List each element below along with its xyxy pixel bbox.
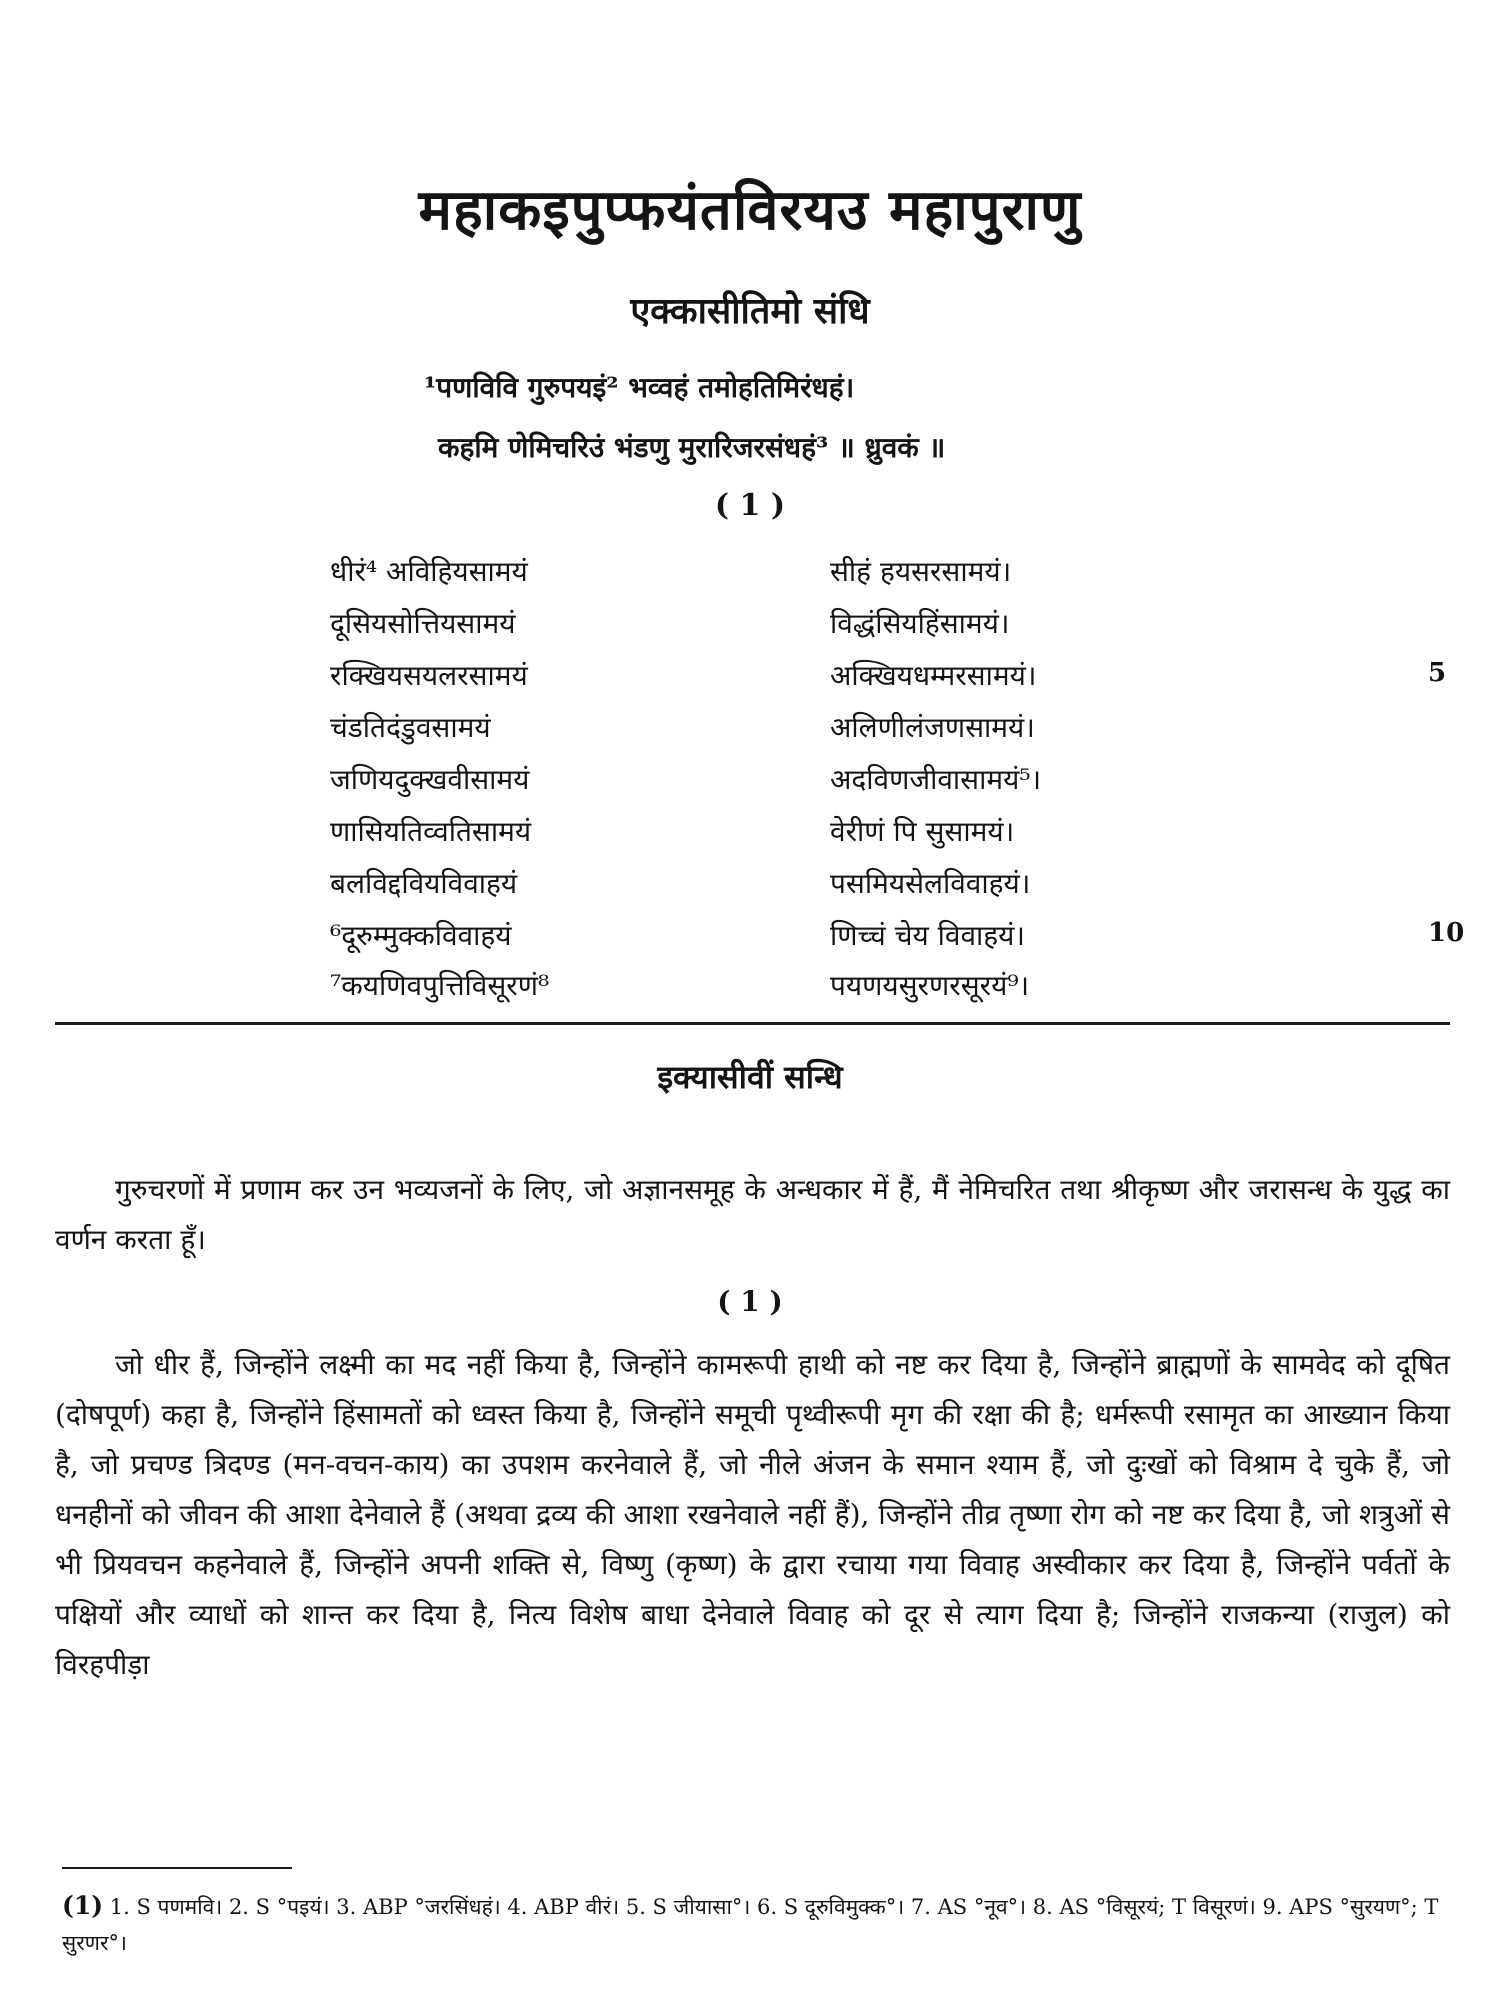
- verse-left: ⁷कयणिवपुत्तिविसूरणं⁸: [330, 969, 550, 1002]
- footnote-text: 1. S पणमवि। 2. S °पइयं। 3. ABP °जरसिंधहं। 4. ABP वीरं। 5. S जीयासा°। 6. S दूरुविमुक्क°। 7. AS °नूव°। 8. AS °विसूरयं; T विसूरणं। 9. APS °सुरयण°; T सुरणर°।: [62, 1895, 1439, 1955]
- verse-left: जणियदुक्खवीसामयं: [330, 763, 530, 796]
- dhruvaka-line-1: ¹पणविवि गुरुपयइं² भव्वहं तमोहतिमिरंधहं।: [424, 371, 855, 404]
- verse-left: बलविद्दवियविवाहयं: [330, 867, 518, 900]
- verse-right: सीहं हयसरसामयं।: [830, 555, 1012, 588]
- verse-right: अक्खियधम्मरसामयं।: [830, 659, 1037, 692]
- line-number: 5: [1428, 658, 1447, 688]
- verse-left: दूसियसोत्तियसामयं: [330, 607, 516, 640]
- verse-left: ⁶दूरुम्मुक्कविवाहयं: [330, 919, 512, 952]
- verse-right: अदविणजीवासामयं⁵।: [830, 763, 1042, 796]
- translation-intro-paragraph: गुरुचरणों में प्रणाम कर उन भव्यजनों के लिए, जो अज्ञानसमूह के अन्धकार में हैं, मैं नेमिचरित तथा श्रीकृष्ण और जरासन्ध के युद्ध का वर्णन करता हूँ।: [55, 1173, 1450, 1256]
- section-number: ( 1 ): [714, 488, 786, 523]
- footnote: [62, 1888, 1452, 1961]
- translation-paragraph: जो धीर हैं, जिन्होंने लक्ष्मी का मद नहीं किया है, जिन्होंने कामरूपी हाथी को नष्ट कर दिया है, जिन्होंने ब्राह्मणों के सामवेद को दूषित (दोषपूर्ण) कहा है, जिन्होंने हिंसामतों को ध्वस्त किया है, जिन्होंने समूची पृथ्वीरूपी मृग की रक्षा की है; धर्मरूपी रसामृत का आख्यान किया है, जो प्रचण्ड त्रिदण्ड (मन-वचन-काय) का उपशम करनेवाले हैं, जो नीले अंजन के समान श्याम हैं, जो दुःखों को विश्राम दे चुके हैं, जो धनहीनों को जीवन की आशा देनेवाले हैं (अथवा द्रव्य की आशा रखनेवाले नहीं हैं), जिन्होंने तीव्र तृष्णा रोग को नष्ट कर दिया है, जो शत्रुओं से भी प्रियवचन कहनेवाले हैं, जिन्होंने अपनी शक्ति से, विष्णु (कृष्ण) के द्वारा रचाया गया विवाह अस्वीकार कर दिया है, जिन्होंने पर्वतों के पक्षियों और व्याधों को शान्त कर दिया है, नित्य विशेष बाधा देनेवाले विवाह को दूर से त्याग दिया है; जिन्होंने राजकन्या (राजुल) को विरहपीड़ा: [55, 1348, 1450, 1681]
- hindi-sandhi-title: इक्यासीवीं सन्धि: [657, 1058, 843, 1096]
- verse-right: विद्धंसियहिंसामयं।: [830, 607, 1010, 640]
- verse-right: णिच्चं चेय विवाहयं।: [830, 919, 1026, 952]
- page-title: महाकइपुप्फयंतविरयउ महापुराणु: [418, 177, 1082, 243]
- footnote-divider: [62, 1867, 292, 1869]
- line-number: 10: [1428, 918, 1465, 948]
- verse-right: पयणयसुरणरसूरयं⁹।: [830, 969, 1030, 1002]
- footnote-section-label: (1): [62, 1891, 104, 1920]
- verse-right: पसमियसेलविवाहयं।: [830, 867, 1031, 900]
- verse-left: धीरं⁴ अविहियसामयं: [330, 555, 528, 588]
- verse-left: चंडतिदंडुवसामयं: [330, 711, 491, 744]
- verse-right: अलिणीलंजणसामयं।: [830, 711, 1035, 744]
- section-divider: [55, 1022, 1450, 1025]
- dhruvaka-line-2: कहमि णेमिचरिउं भंडणु मुरारिजरसंधहं³ ॥ ध्रुवकं ॥: [438, 431, 946, 464]
- verse-left: रक्खियसयलरसामयं: [330, 659, 528, 692]
- section-number-2: ( 1 ): [717, 1285, 783, 1318]
- sandhi-subtitle: एक्कासीतिमो संधि: [630, 290, 870, 332]
- verse-left: णासियतिव्वतिसामयं: [330, 815, 532, 848]
- verse-right: वेरीणं पि सुसामयं।: [830, 815, 1015, 848]
